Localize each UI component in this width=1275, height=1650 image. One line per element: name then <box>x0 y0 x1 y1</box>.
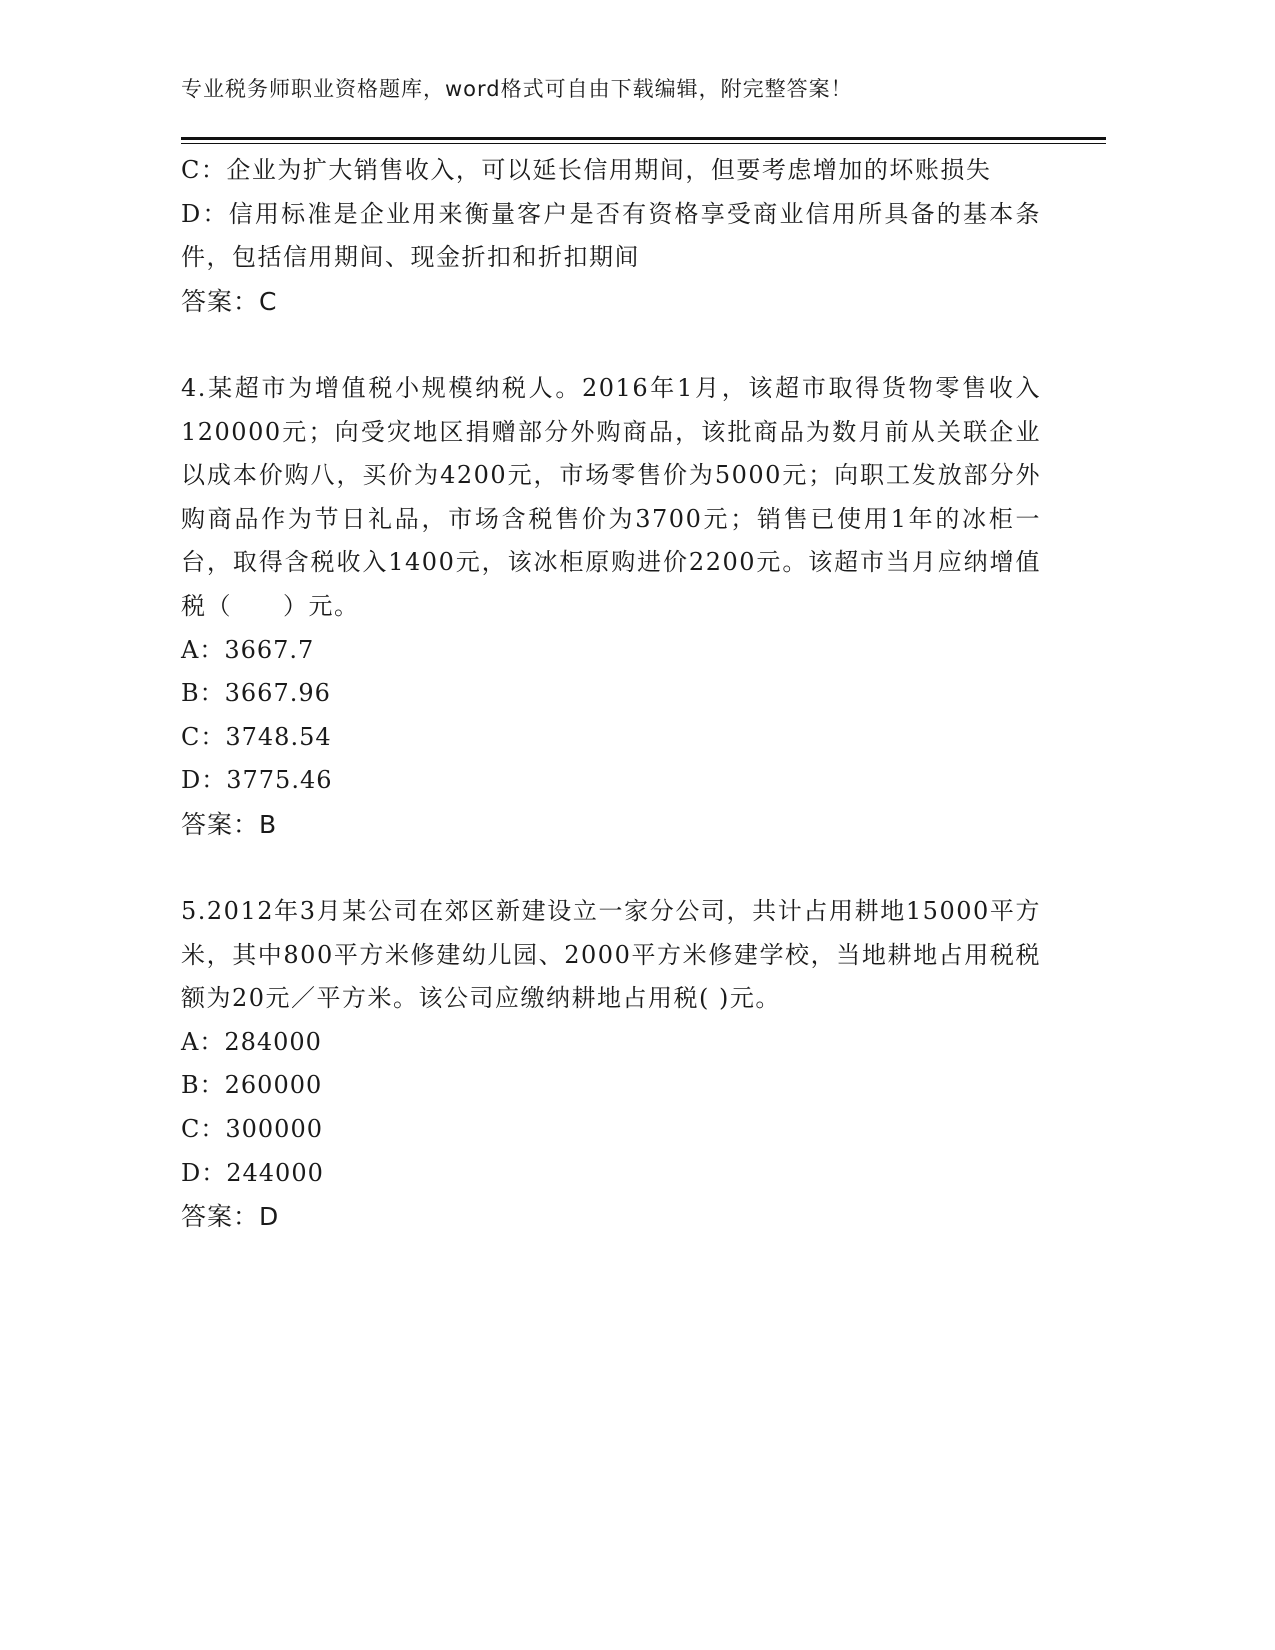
question-stem: 4.某超市为增值税小规模纳税人。2016年1月，该超市取得货物零售收入120000元；向受灾地区捐赠部分外购商品，该批商品为数月前从关联企业以成本价购八，买价为4200元，市场零售价为5000元；向职工发放部分外购商品作为节日礼品，市场含税售价为3700元；销售已使用1年的冰柜一台，取得含税收入1400元，该冰柜原购进价2200元。该超市当月应纳增值税（ ）元。 <box>181 373 1041 620</box>
question-5 <box>181 890 1041 1239</box>
option-a: A：284000 <box>181 1027 322 1056</box>
question-4 <box>181 367 1041 847</box>
option-c: C：300000 <box>181 1115 323 1144</box>
question-content <box>181 149 1041 1239</box>
option-b: B：260000 <box>181 1071 323 1100</box>
answer-line: 答案：C <box>181 286 278 316</box>
option-c: C：企业为扩大销售收入，可以延长信用期间，但要考虑增加的坏账损失 <box>181 156 992 184</box>
header-divider-thin <box>181 143 1106 144</box>
option-c: C：3748.54 <box>181 722 332 751</box>
option-d: D：3775.46 <box>181 766 333 795</box>
page-header: 专业税务师职业资格题库，word格式可自由下载编辑，附完整答案！ <box>181 77 853 101</box>
question-stem: 5.2012年3月某公司在郊区新建设立一家分公司，共计占用耕地15000平方米，其中800平方米修建幼儿园、2000平方米修建学校，当地耕地占用税税额为20元／平方米。该公司应缴纳耕地占用税( )元。 <box>181 897 1041 1013</box>
option-b: B：3667.96 <box>181 679 331 708</box>
answer-line: 答案：D <box>181 1202 280 1232</box>
spacer <box>181 847 1041 891</box>
previous-question-tail <box>181 149 1041 323</box>
answer-line: 答案：B <box>181 809 278 839</box>
option-d: D：信用标准是企业用来衡量客户是否有资格享受商业信用所具备的基本条件，包括信用期间、现金折扣和折扣期间 <box>181 199 1041 272</box>
header-divider-thick <box>181 137 1106 140</box>
spacer <box>181 323 1041 367</box>
option-d: D：244000 <box>181 1158 324 1187</box>
option-a: A：3667.7 <box>181 635 315 664</box>
